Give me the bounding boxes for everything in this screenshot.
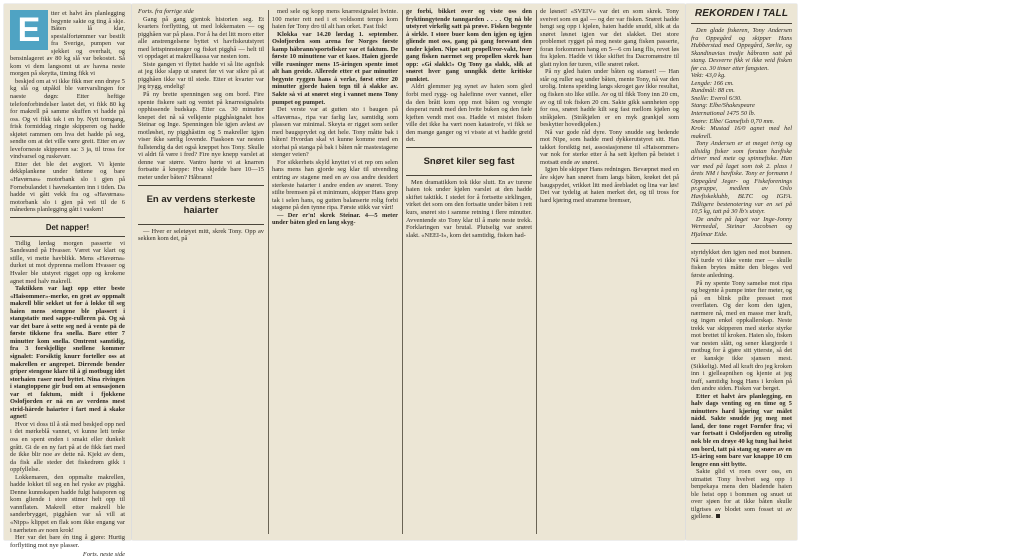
body-paragraph-bold: — Der er'n! skrek Steinar. 4—5 meter under båten gled en lang skyg-: [272, 211, 398, 227]
column-intro: [10, 10, 125, 559]
stat-rod-model: International 1475 50 lb.: [691, 110, 756, 118]
divider: [406, 147, 532, 148]
body-paragraph: Lokkemaren, den oppmalte makrellen, hadde lokket til seg en hel ryske av pigghå. Denne kunnskapen hadde fulgt haisporen og kom gliende i store stimer helt opp til vannflaten. Makrell etter makrell ble sanderbrygget, pigghåen var så vill at «Nipp» klippet en flak som ikke engang var i nærheten av noen krok!: [10, 473, 125, 534]
record-paragraph: Tony Andersen er et meget ivrig og allsidig fisker som forutan havfiske driver med mete og spinnefiske. Han var med på laget som tok 2. plass i årets NM i havfiske. Tony er formann i Oppegård Jeger- og Fiskeforenings pr.gruppe, medlem av Oslo Havfiskeklubb, BLTC og IGFA. Tidligere bestenotering var en sei på 10,5 kg, tatt på 30 lb's utstyr.: [691, 140, 792, 216]
column-rule: [536, 10, 537, 534]
body-paragraph: Hvor vi doss til å stå med beskjed opp ned i det mørkeblå vannet, vi kunne lett tenke oss en spent enden i smakt eller dunkelt grått. Gi de en ny fart på at de fikk fart med de ikke blir noe av dette nå. Kjekt av dem, da fisk alle steder det fiskedrøm gikk i oppfyllelse.: [10, 420, 125, 474]
subheading-det-napper: Det napper!: [45, 222, 90, 232]
stat-girth: Rundmål: 88 cm.: [691, 87, 735, 95]
divider: [10, 236, 125, 237]
clipping-main: [132, 4, 685, 540]
stat-rod: Stang: Elbe/Shakespeare: [691, 102, 755, 110]
divider: [138, 185, 264, 186]
record-box-title: REKORDEN I TALL: [694, 8, 789, 19]
body-paragraph: Her var det bare én ting å gjøre: Hurtig forflytting mot nye plasser.: [10, 534, 125, 549]
body-paragraph-bold: Etter et halvt års planlegging, en halv dags venting og en time og 5 minutters hard kjøring var målet nådd. Sakte snudde jeg meg mot land, der tone roget Fornfer fra; vi var fortsatt i Oslofjorden og utrolig nok ble en drøye 40 kg tung hai heist om bord, tatt på stang og snøre av en 15-åring som bare var knappe 10 cm lengre enn sitt bytte.: [691, 392, 792, 468]
divider: [138, 224, 264, 225]
body-paragraph: med sele og kopp mens knarresignalet hvinte. 100 meter rett ned i et voldsomt tempo kom haien før Tony dro til alt han orket. Fast fisk!: [272, 8, 398, 31]
column-record: [691, 6, 792, 538]
record-intro: Den glade fiskeren, Tony Andersen fra Oppegård og skipper Hans Hubberstad med Oppegård, Sørlie, og Skandinavias tredje håbrann satt på stang. Desverre fikk vi ikke veid fisken før ca. 30 timer etter fangsten.: [691, 27, 792, 72]
body-paragraph: — Hver er seletøyet mitt, skrek Tony. Opp av sekken kom det, på: [138, 227, 264, 243]
clipping-right: [686, 4, 797, 540]
body-paragraph: Siste gangen vi flyttet hadde vi så lite agnfisk at jeg ikke slapp ut snøret før vi var sikre på at pigghåen ikke var til stede. Etter et kvarter var jeg trygg, endelig!: [138, 60, 264, 91]
subheading-sterkeste-haiarter: En av verdens sterkeste haiarter: [146, 193, 256, 216]
divider: [691, 23, 792, 24]
stat-weight: Vekt: 43,0 kg.: [691, 72, 726, 80]
stat-line: Snøre: Elbe/ Gamefish 0,70 mm.: [691, 117, 775, 125]
subheading-snoret-kiler: Snøret kiler seg fast: [423, 155, 515, 167]
body-paragraph: Det verste var at gutten sto i baugen på «Havørna», ripa var farlig lav, samtidig som plassen var minimal. Skeyta er rigget som seiler med baugsprydet og det hele. Tony måtte bak i båten! Hvordan skal vi kunne komme med en storhai på stanga på bak i båten når mastestagene stenger veien?: [272, 106, 398, 159]
body-paragraph-bold: ge forbi, bikket over og viste oss den fryktinngytende tanngarden . . . . Og nå ble utstyret virkelig satt på prøve. Fisken begynte å sirkle. I store buer kom den igjen og igjen gliende mot oss, gang på gang forsvant den under kjølen. Nipe satt propell/ror-vakt, hver gang fisken nærmet seg propellen skrek han opp: «Gi slakk!» Og Tony ga slakk, slik at snøret hver gang unngikk dette kritiske punktet.: [406, 8, 532, 83]
body-paragraph: [691, 468, 792, 521]
column-2: [272, 8, 398, 536]
intro-paragraph: beskjed om at vi ikke fikk mer enn drøye 5 kg slå og utpåkil ble værvarslingen for naeste døgn: Etter heftige telefonforbindelser lastet det, vi fikk 80 kg for makrell på samme skuffen vi hadde på oss. Og vi fikk tak i en by. Nytt tomgang, frisk formiddag ringte skipperen og hadde skjøtet rammen om hva det hadde på seg, sendte om at det ville være greit. Etter en av leveforneste skipperen sa: 3 ja, til tross for vindvarsel og ruskevær.: [10, 77, 125, 161]
clipping-left: [4, 4, 131, 559]
body-paragraph: Aldri glemmer jeg synet av haien som gled forbi med rygg- og halefinne over vannet, eller da den brått kom opp mot båten og vrengte desperat rundt med den hvite buken og den fæle kjeften vendt mot oss. Hadde vi mistet fisken ville det ikke ha vært noen katastrofe, vi fikk se den mange ganger og vi visste at vi hadde greid det.: [406, 83, 532, 144]
body-paragraph-bold: Klokka var 14.20 lørdag 1. september. Oslofjorden som arena for Norges første kamp håbrann/sportsfisker var et faktum. De første 10 minuttene var et kaos. Haien gjorde ville rusninger mens 15-åringen spente imot alt han greide. Allerede etter et par minutter begynte ryggen hans å verke, først etter 20 minutter gjorde haien tegn til å slakke av. Sakte så vi at snøret steg i vannet mens Tony pumpet og pumpet.: [272, 30, 398, 106]
body-paragraph: På ny spente Tony samelse mot ripa og begynte å pumpe inter fter meter, og på en blink pilte presset mot overflaten. Og der kom den igjen, nærmere nå, med en masse mer kraft, og ingen enkel oppkallerskap. Neste trekk var skipperen med sterke styrke mot brettet til kroken. Haien slo, fisken var nesten slått, og sener klargjorde i motbug for å gjøre sitt ytterste, så det er kanskje ikke sjansen mest. (Sikkelig). Med all kraft dro jeg kroken inn i gjelleapnihen og kjente at jeg traff, samtidig hogg Hans i kroken på den andre siden. Fisken var berget.: [691, 279, 792, 393]
body-paragraph: de løsnet! «SVEIV» var det en som skrek. Tony sveivet som en gal — og der var fisken. Snøret hadde hengt seg opp i kjølen, haien hadde snudd, slik at da snøret løsnet igjen var det slakket. Det store problemet rygget på meg neste gang fisken passerte, foran forkommen hang en 5—6 cm lang flis, revet løs fra kjølen. Hadde vi ikke skiftet fra Dacromønstre til glatt nylon før turen, ville snøret røket.: [540, 8, 679, 68]
body-paragraph: Igjen ble skipper Hans redningen. Bevæpnet med en åre skjøv han snøret fram langs båten, krøket det på baugspydet, vrikket litt med årebladet og lina var løs! Det var tydelig at haien merket det, og til tross for hard kjøring med stramme bremser,: [540, 166, 679, 204]
stat-hook: Krok: Mustad 16/0 agnet med hel makrell.: [691, 125, 792, 140]
stat-length: Lengde: 166 cm.: [691, 79, 734, 87]
body-paragraph: Tidlig lørdag morgen passerte vi Sandesund på Hvasser. Været var klart og stille, vi mette havblikk. Mens «Havørna» durket ut mot dyprenna mellom Hvasser og Hvaler ble utstyret rigget opp og krokene agnet med halv makrell.: [10, 239, 125, 285]
column-1: [138, 8, 264, 536]
final-paragraph-text: Sakte glid vi roen over oss, en utmattet Tony hvelvet seg opp i benpekaya mens den bladende haien ble heist opp i bommen og snuet ut over sjøen for at ikke båten skulle tilgrises av blodet som fosset ut av gjellene.: [691, 468, 792, 521]
continued-from-note: Forts. fra forrige side: [138, 8, 194, 15]
dropcap-letter: E: [10, 10, 48, 50]
continued-note: Forts. neste side: [82, 551, 125, 559]
divider: [691, 243, 792, 244]
body-paragraph: For sikkerhets skyld knyttet vi et rep om selen hans mens han gjorde seg klar til utvending entring av stagene med en av oss andre desidert sterkeste haiarter i andre enden av snøret. Tony stilte bremsen på et minimum, skipper Hans grep tak i selen hans, og gutten balanserte rolig forbi stagene på den tynne ripa. Første stikk var vårt!: [272, 158, 398, 212]
body-paragraph: På ny gled haien under båten og stanset! — Han står og ruller seg under båten, mente Tony, nå var den urolig. Intens speiding langs skroget gav ikke resultat, og fisken sto like stille. Av og til fikk Tony inn 20 cm, av og til tok fisken 20 cm. Sakte gikk sannheten opp for oss, snøret hadde kilt seg fast mellom kjølen og stråkjølen. (Stråkjølen er en myk grankjøl som beskytter hovedkjølen.): [540, 68, 679, 129]
record-paragraph: De andre på laget var Inge-Jonny Wermedal, Steinar Jacobsen og Hjalmar Eide.: [691, 215, 792, 238]
body-paragraph: Men dramatikken tok ikke slutt. En av turene haien tok under kjølen varslet at den hadde skiftet taktikk. I stedet for å fortsette sirklingen, virket det som om den fortsatte under båten i rett kurs, snøret sto i samme retning i flere minutter. Avventende sto Tony klar til å møte neste trekk. Forklaringen var brutal. Plutselig var snøret slakt. «NEEI-I», kom det samtidig, fisken had-: [406, 178, 532, 239]
record-stats: [691, 72, 792, 140]
stat-reel: Snelle: Everol 6/30.: [691, 94, 742, 102]
divider: [406, 175, 532, 176]
body-paragraph: Nå var gode råd dyre. Tony snudde seg bedende mot Nipe, som hadde med dykkerutstyret sitt. Han takket forsiktig nei, assosiasjonene til «Haisommer» var nok for sterke etter å ha sett kjeften på beistet i motsatt ende av snøret.: [540, 128, 679, 166]
divider: [10, 217, 125, 218]
column-4: [540, 8, 679, 536]
end-mark-icon: [716, 514, 720, 518]
column-rule: [268, 10, 269, 534]
intro-lead: tter et halvt års planlegging begynte sakte og ting å skje. Båten lå klar, spesialfortømmer var bestilt fra Sverige, pumpen var sjekket og overhalt, og bensinlageret av 80 kg slå var bekostet. Så kom vi dem langsomt ut av havna neste morgen på skeytta, timing fikk vi: [10, 10, 125, 78]
intro-paragraph: Etter det ble det avgjort. Vi kjente dekkplankene under føttene og bare «Havørnas» motorbank slo i gjen på Fornebulandet i havnekanten inn i tiden. Da hadde vi gått vekk fra og «Havørnas» motorbank slo i gjen på vei til de 6 månedens planlegging gått i vasken!: [10, 160, 125, 214]
body-paragraph: styrtdykket den igjen ned mot bunnen. Nå turde vi ikke vente mer — skulle fisken brytes måtte den bleges ved første anledning.: [691, 249, 792, 279]
body-paragraph: Gang på gang gjentok historien seg. Et kvarters forflytting, ut med lokkematen — og pigghåen var på plass. For å ha det litt moro etter alle anstrengelsene byttet vi havfiskeutstyret med lettspinnstenger og fisket pigghå — helt til vi oppdaget at makrellkassa var nesten tom.: [138, 15, 264, 61]
body-paragraph: På ny brette spenningen seg om bord. Fire spente fiskere satt og ventet på knarresignalets opphissende budskap. Etter ca. 30 minutter knepet det nå så velkjente pigghåsignalet hos Steinar og Inge. Spenningen ble igjen avløst av motløshet, ny pigghåstim og 5 makreller igjen viser ikke særlig lovende. Fiaskoen var nesten fullstendig da det også kneppet hos Tony. Skulle vi aldri få være i fred? Fire nye knepp varslet at denne var større. Vantro hørte vi at knarren fortsatte å kneppe: Hva skjedde bare 10—15 meter under båten? Håbrann!: [138, 91, 264, 182]
column-rule: [402, 10, 403, 534]
column-3: [406, 8, 532, 536]
body-paragraph-bold: Taktikken var lagt opp etter beste «Haisommer»-merke, en grøt av oppmalt makrell blir sekket ut for å lokke til seg haien mens stengene ble plassert i stangstativ med sappe-rulleren på. Og så var det bare å sette seg ned å vente på de første tikkene fra snella. Bare etter 7 minutter kom snella. Omtrent samtidig, fra 3 forskjellige snellene kommer signalet: Forsiktig knurr forteller oss at makrellen er angrepet. Dirrende bender griper stengene klare til å gi motbugg idet storhaien raser med byttet. Nina rivingen i stangtoppene gir bud om at sensasjonen var et faktum, midt i fjokkene Oslofjorden er nå en av verdens mest strid-hårede haiarter i fart med å skake agnet!: [10, 285, 125, 421]
